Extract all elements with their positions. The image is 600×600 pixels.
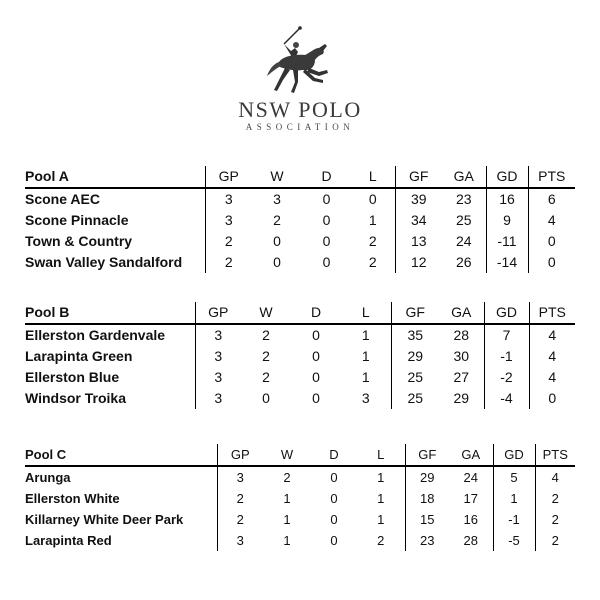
l-cell: 2 <box>368 233 377 249</box>
d-cell: 0 <box>330 470 338 485</box>
gf-cell: 18 <box>405 488 449 509</box>
pool-b-header-row <box>25 302 575 324</box>
w-cell: 1 <box>283 512 291 527</box>
logo-subtitle: ASSOCIATION <box>245 122 355 132</box>
gp-cell: 2 <box>205 231 252 252</box>
col-ga: GA <box>439 302 484 324</box>
pool-a-header-row <box>25 166 575 188</box>
gf-cell: 13 <box>395 231 442 252</box>
d-cell: 0 <box>312 369 320 385</box>
ga-cell: 23 <box>455 191 472 207</box>
col-w: W <box>241 302 291 324</box>
col-w: W <box>252 166 302 188</box>
gf-cell: 12 <box>395 252 442 273</box>
table-row <box>25 509 575 530</box>
gp-cell: 3 <box>195 367 241 388</box>
d-cell: 0 <box>322 212 331 228</box>
ga-cell: 25 <box>455 212 472 228</box>
pts-cell: 0 <box>528 231 575 252</box>
gp-cell: 2 <box>205 252 252 273</box>
w-cell: 2 <box>262 348 270 364</box>
nsw-polo-logo <box>0 24 600 132</box>
col-l: L <box>341 302 391 324</box>
team-name: Larapinta Green <box>25 348 133 364</box>
gd-cell: -4 <box>484 388 529 409</box>
gd-cell: 5 <box>493 466 535 488</box>
gf-cell: 39 <box>395 188 442 210</box>
pool-b-table <box>25 302 575 409</box>
table-row <box>25 231 575 252</box>
pts-cell: 4 <box>529 324 575 346</box>
col-w: W <box>263 444 311 466</box>
team-name: Killarney White Deer Park <box>25 512 184 527</box>
col-pts: PTS <box>529 302 575 324</box>
gd-cell: 16 <box>486 188 528 210</box>
d-cell: 0 <box>312 348 320 364</box>
ga-cell: 28 <box>453 327 470 343</box>
pts-cell: 6 <box>528 188 575 210</box>
w-cell: 3 <box>273 191 281 207</box>
w-cell: 0 <box>273 254 281 270</box>
l-cell: 1 <box>361 369 370 385</box>
pts-cell: 4 <box>529 346 575 367</box>
w-cell: 2 <box>283 470 291 485</box>
gf-cell: 29 <box>391 346 439 367</box>
gd-cell: -1 <box>484 346 529 367</box>
table-row <box>25 210 575 231</box>
l-cell: 3 <box>361 390 370 406</box>
w-cell: 0 <box>273 233 281 249</box>
w-cell: 1 <box>283 533 291 548</box>
ga-cell: 24 <box>455 233 472 249</box>
pool-c-title: Pool C <box>25 444 217 466</box>
pool-b-title: Pool B <box>25 302 195 324</box>
gd-cell: 7 <box>484 324 529 346</box>
ga-cell: 17 <box>463 491 478 506</box>
gp-cell: 3 <box>217 466 263 488</box>
d-cell: 0 <box>322 233 331 249</box>
gf-cell: 25 <box>391 367 439 388</box>
col-ga: GA <box>442 166 486 188</box>
d-cell: 0 <box>322 191 331 207</box>
col-gp: GP <box>217 444 263 466</box>
gf-cell: 29 <box>405 466 449 488</box>
d-cell: 0 <box>312 327 320 343</box>
l-cell: 1 <box>377 491 385 506</box>
ga-cell: 26 <box>455 254 472 270</box>
col-gf: GF <box>395 166 442 188</box>
pool-c-table <box>25 444 575 551</box>
gd-cell: -14 <box>486 252 528 273</box>
l-cell: 1 <box>361 348 370 364</box>
pts-cell: 2 <box>535 530 575 551</box>
team-name: Arunga <box>25 470 71 485</box>
gf-cell: 15 <box>405 509 449 530</box>
pts-cell: 4 <box>529 367 575 388</box>
pts-cell: 0 <box>529 388 575 409</box>
gp-cell: 3 <box>195 346 241 367</box>
pts-cell: 2 <box>535 509 575 530</box>
team-name: Swan Valley Sandalford <box>25 254 183 270</box>
w-cell: 0 <box>262 390 270 406</box>
logo-title: NSW POLO <box>238 97 362 122</box>
col-ga: GA <box>449 444 493 466</box>
gd-cell: 1 <box>493 488 535 509</box>
l-cell: 1 <box>377 512 385 527</box>
d-cell: 0 <box>322 254 331 270</box>
team-name: Windsor Troika <box>25 390 127 406</box>
ga-cell: 27 <box>453 369 470 385</box>
team-name: Town & Country <box>25 233 133 249</box>
team-name: Ellerston Gardenvale <box>25 327 166 343</box>
col-gf: GF <box>391 302 439 324</box>
table-row <box>25 324 575 346</box>
gp-cell: 3 <box>217 530 263 551</box>
w-cell: 1 <box>283 491 291 506</box>
gp-cell: 2 <box>217 509 263 530</box>
gd-cell: -5 <box>493 530 535 551</box>
gf-cell: 35 <box>391 324 439 346</box>
col-gp: GP <box>195 302 241 324</box>
pool-c-header-row <box>25 444 575 466</box>
gp-cell: 3 <box>195 388 241 409</box>
col-l: L <box>351 166 395 188</box>
table-row <box>25 530 575 551</box>
w-cell: 2 <box>273 212 281 228</box>
w-cell: 2 <box>262 369 270 385</box>
table-row <box>25 188 575 210</box>
d-cell: 0 <box>312 390 320 406</box>
gp-cell: 3 <box>195 324 241 346</box>
table-row <box>25 367 575 388</box>
ga-cell: 29 <box>453 390 470 406</box>
col-d: D <box>302 166 351 188</box>
d-cell: 0 <box>330 491 338 506</box>
team-name: Ellerston White <box>25 491 120 506</box>
col-d: D <box>291 302 341 324</box>
gp-cell: 2 <box>217 488 263 509</box>
team-name: Scone AEC <box>25 191 100 207</box>
pts-cell: 2 <box>535 488 575 509</box>
table-row <box>25 252 575 273</box>
l-cell: 2 <box>377 533 385 548</box>
ga-cell: 16 <box>463 512 478 527</box>
ga-cell: 24 <box>463 470 478 485</box>
col-pts: PTS <box>528 166 575 188</box>
gd-cell: -11 <box>486 231 528 252</box>
gd-cell: 9 <box>486 210 528 231</box>
col-d: D <box>311 444 357 466</box>
pts-cell: 0 <box>528 252 575 273</box>
l-cell: 2 <box>368 254 377 270</box>
team-name: Larapinta Red <box>25 533 112 548</box>
ga-cell: 30 <box>453 348 470 364</box>
table-row <box>25 488 575 509</box>
col-gd: GD <box>486 166 528 188</box>
d-cell: 0 <box>330 512 338 527</box>
w-cell: 2 <box>262 327 270 343</box>
d-cell: 0 <box>330 533 338 548</box>
l-cell: 0 <box>368 191 377 207</box>
col-gp: GP <box>205 166 252 188</box>
gd-cell: -2 <box>484 367 529 388</box>
team-name: Ellerston Blue <box>25 369 120 385</box>
l-cell: 1 <box>368 212 377 228</box>
gp-cell: 3 <box>205 210 252 231</box>
table-row <box>25 388 575 409</box>
gf-cell: 23 <box>405 530 449 551</box>
table-row <box>25 466 575 488</box>
col-l: L <box>357 444 405 466</box>
col-gd: GD <box>493 444 535 466</box>
pool-a-table <box>25 166 575 273</box>
ga-cell: 28 <box>463 533 478 548</box>
col-gf: GF <box>405 444 449 466</box>
pool-a-title: Pool A <box>25 166 205 188</box>
gf-cell: 25 <box>391 388 439 409</box>
team-name: Scone Pinnacle <box>25 212 129 228</box>
polo-player-icon <box>265 24 335 96</box>
table-row <box>25 346 575 367</box>
gp-cell: 3 <box>205 188 252 210</box>
pts-cell: 4 <box>528 210 575 231</box>
l-cell: 1 <box>361 327 370 343</box>
gd-cell: -1 <box>493 509 535 530</box>
pts-cell: 4 <box>535 466 575 488</box>
col-pts: PTS <box>535 444 575 466</box>
gf-cell: 34 <box>395 210 442 231</box>
col-gd: GD <box>484 302 529 324</box>
l-cell: 1 <box>377 470 385 485</box>
